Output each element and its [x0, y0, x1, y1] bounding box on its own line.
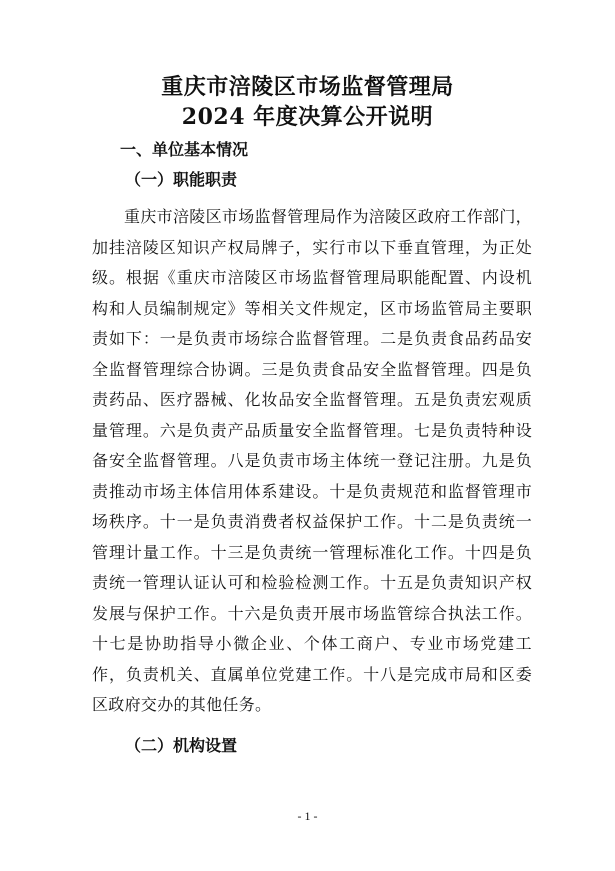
document-title-line-1: 重庆市涪陵区市场监督管理局 — [161, 74, 454, 100]
section-heading-basic-info: 一、单位基本情况 — [120, 140, 249, 159]
functions-paragraph: 重庆市涪陵区市场监督管理局作为涪陵区政府工作部门，加挂涪陵区知识产权局牌子，实行市以下垂直管理，为正处级。根据《重庆市涪陵区市场监督管理局职能配置、内设机构和人员编制规定》等相关文件规定，区市场监管局主要职责如下：一是负责市场综合监督管理。二是负责食品药品安全监督管理综合协调。三是负责食品安全监督管理。四是负责药品、医疗器械、化妆品安全监督管理。五是负责宏观质量管理。六是负责产品质量安全监督管理。七是负责特种设备安全监督管理。八是负责市场主体统一登记注册。九是负责推动市场主体信用体系建设。十是负责规范和监督管理市场秩序。十一是负责消费者权益保护工作。十二是负责统一管理计量工作。十三是负责统一管理标准化工作。十四是负责统一管理认证认可和检验检测工作。十五是负责知识产权发展与保护工作。十六是负责开展市场监管综合执法工作。十七是协助指导小微企业、个体工商户、专业市场党建工作，负责机关、直属单位党建工作。十八是完成市局和区委区政府交办的其他任务。 — [92, 207, 532, 714]
document-title-line-2: 2024 年度决算公开说明 — [181, 104, 434, 130]
page-number: - 1 - — [297, 809, 318, 823]
subsection-heading-functions: （一）职能职责 — [125, 170, 238, 189]
subsection-heading-organization: （二）机构设置 — [125, 736, 238, 755]
